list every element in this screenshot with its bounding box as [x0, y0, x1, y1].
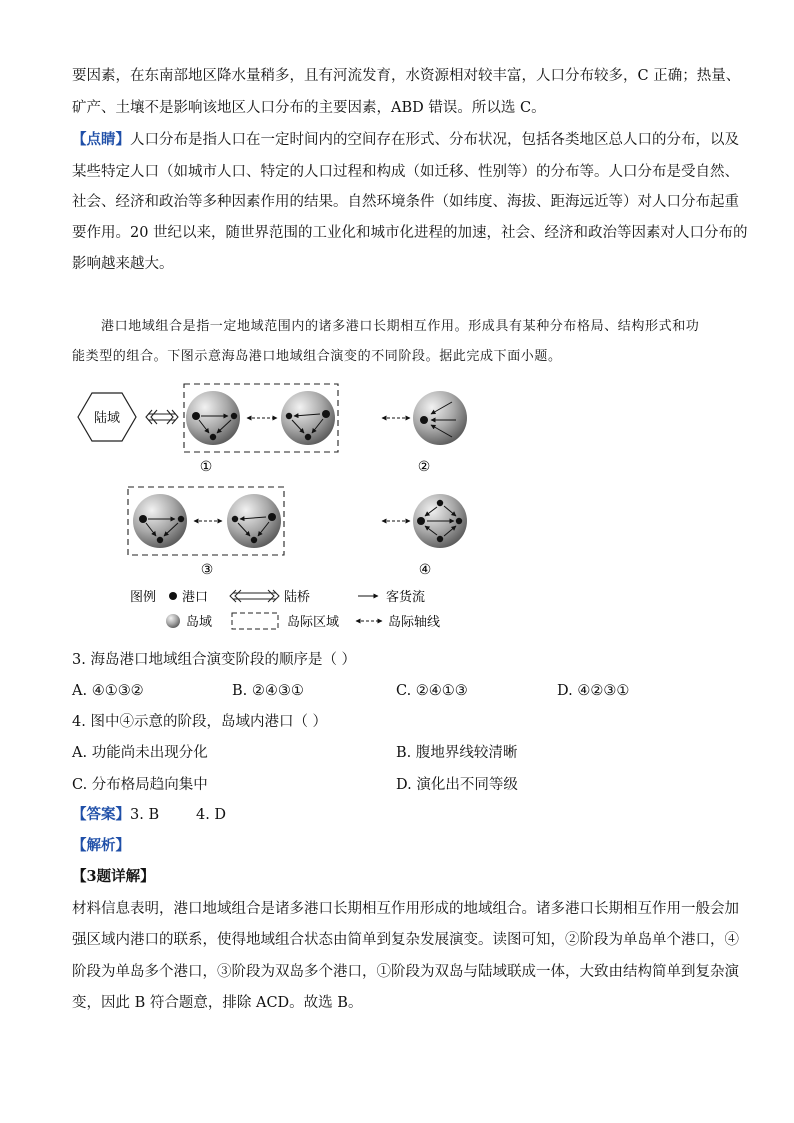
island: [281, 391, 335, 445]
analysis-line: 要因素，在东南部地区降水量稍多，且有河流发育，水资源相对较丰富，人口分布较多，C 正确；热量、: [72, 68, 741, 84]
q4-option-c: C. 分布格局趋向集中: [72, 777, 208, 793]
q3-detail-line: 材料信息表明，港口地域组合是诸多港口长期相互作用形成的地域组合。诸多港口长期相互作用一般会加: [72, 901, 739, 917]
stage-label: ③: [200, 562, 214, 578]
dianjing-line: 影响越来越大。: [72, 256, 174, 272]
stage-label: ①: [199, 459, 213, 475]
question-3-stem: 3. 海岛港口地域组合演变阶段的顺序是（ ）: [72, 652, 357, 668]
material-line: 能类型的组合。下图示意海岛港口地域组合演变的不同阶段。据此完成下面小题。: [72, 349, 562, 364]
island: [413, 494, 467, 548]
q3-option-b: B. ②④③①: [232, 683, 304, 699]
stage-label: ②: [417, 459, 431, 475]
land-label: 陆域: [93, 411, 121, 426]
dianjing-line: 社会、经济和政治等多种因素作用的结果。自然环境条件（如纬度、海拔、距海远近等）对人口分布起重: [72, 194, 739, 210]
legend-axis-label: 岛际轴线: [388, 615, 441, 630]
answer-text: 3. B 4. D: [130, 807, 227, 823]
material-line: 港口地域组合是指一定地域范围内的诸多港口长期相互作用。形成具有某种分布格局、结构形式和功: [101, 319, 700, 334]
q3-option-d: D. ④②③①: [557, 683, 630, 699]
legend-flow-label: 客货流: [386, 590, 426, 605]
q3-option-c: C. ②④①③: [396, 683, 468, 699]
jiexi-label: 【解析】: [72, 837, 130, 854]
island: [413, 391, 467, 445]
legend-port-icon: [169, 592, 177, 600]
legend-bridge-icon: [230, 590, 279, 602]
island: [133, 494, 187, 548]
q4-option-a: A. 功能尚未出现分化: [72, 745, 208, 761]
q3-detail-line: 强区域内港口的联系，使得地域组合状态由简单到复杂发展演变。读图可知，②阶段为单岛单个港口，④: [72, 932, 739, 948]
dianjing-text: 人口分布是指人口在一定时间内的空间存在形式、分布状况，包括各类地区总人口的分布，以及: [130, 132, 739, 148]
question-4-stem: 4. 图中④示意的阶段，岛域内港口（ ）: [72, 714, 328, 730]
legend-port-label: 港口: [182, 590, 209, 605]
q4-option-d: D. 演化出不同等级: [396, 777, 518, 793]
legend-bridge-label: 陆桥: [284, 590, 311, 605]
q3-option-a: A. ④①③②: [72, 683, 144, 699]
dianjing-line: 某些特定人口（如城市人口、特定的人口过程和构成（如迁移、性别等）的分布等。人口分布是受自然、: [72, 164, 739, 180]
answer-label: 【答案】: [72, 806, 130, 823]
q3-detail-label: 【3题详解】: [72, 868, 155, 885]
legend-title: 图例: [130, 590, 157, 605]
q3-detail-line: 变，因此 B 符合题意，排除 ACD。故选 B。: [72, 995, 363, 1011]
dianjing-paragraph: [72, 130, 739, 150]
port-evolution-diagram: [0, 375, 794, 640]
island: [186, 391, 240, 445]
island: [227, 494, 281, 548]
stage-label: ④: [418, 562, 432, 578]
dianjing-label: 【点睛】: [72, 131, 130, 148]
legend-island-icon: [166, 614, 180, 628]
land-bridge-icon: [146, 410, 178, 424]
analysis-line: 矿产、土壤不是影响该地区人口分布的主要因素，ABD 错误。所以选 C。: [72, 100, 546, 116]
legend-region-label: 岛际区域: [287, 615, 340, 630]
q4-option-b: B. 腹地界线较清晰: [396, 745, 518, 761]
legend-island-label: 岛域: [186, 615, 213, 630]
q3-detail-line: 阶段为单岛多个港口，③阶段为双岛多个港口，①阶段为双岛与陆域联成一体，大致由结构简单到复杂演: [72, 964, 739, 980]
dianjing-line: 要作用。20 世纪以来，随世界范围的工业化和城市化进程的加速，社会、经济和政治等因素对人口分布的: [72, 225, 748, 241]
legend-region-icon: [232, 613, 278, 629]
answer-line: [72, 805, 226, 825]
